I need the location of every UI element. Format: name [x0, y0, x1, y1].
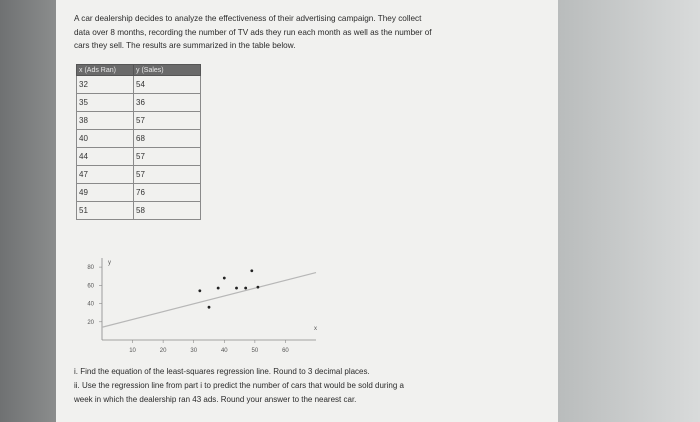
question-line: i. Find the equation of the least-squares regression line. Round to 3 decimal places.: [74, 367, 370, 376]
scatter-plot: [56, 0, 558, 365]
y-tick-label: 20: [87, 319, 94, 326]
y-tick-label: 60: [87, 283, 94, 290]
question-line: ii. Use the regression line from part i to predict the number of cars that would be sold during a: [74, 381, 404, 390]
y-tick-labels: [87, 265, 102, 326]
desk-background-right: [558, 0, 700, 422]
y-tick-label: 40: [87, 301, 94, 308]
cell-x: 44: [77, 148, 134, 166]
data-point: [217, 287, 220, 290]
y-axis-label: y: [108, 260, 111, 266]
question-line: week in which the dealership ran 43 ads. Round your answer to the nearest car.: [74, 395, 357, 404]
cell-y: 57: [134, 148, 201, 166]
cell-y: 57: [134, 166, 201, 184]
regression-line: [102, 273, 316, 328]
intro-line: cars they sell. The results are summarized in the table below.: [74, 41, 296, 50]
worksheet-page: [56, 0, 558, 422]
data-point: [223, 277, 226, 280]
column-header-x: x (Ads Ran): [77, 65, 134, 76]
x-tick-label: 40: [220, 348, 228, 354]
cell-y: 57: [134, 112, 201, 130]
x-tick-label: 30: [190, 348, 198, 354]
x-tick-label: 20: [159, 348, 167, 354]
data-point: [244, 287, 247, 290]
cell-y: 54: [134, 76, 201, 94]
data-point: [257, 286, 260, 289]
cell-y: 76: [134, 184, 201, 202]
column-header-y: y (Sales): [134, 65, 201, 76]
cell-x: 40: [77, 130, 134, 148]
cell-x: 35: [77, 94, 134, 112]
data-point: [208, 306, 211, 309]
cell-y: 36: [134, 94, 201, 112]
data-point: [198, 289, 201, 292]
cell-y: 68: [134, 130, 201, 148]
data-point: [250, 269, 253, 272]
x-axis-label: x: [314, 326, 317, 332]
cell-x: 32: [77, 76, 134, 94]
cell-x: 47: [77, 166, 134, 184]
questions: [74, 365, 544, 407]
x-tick-label: 50: [251, 348, 259, 354]
cell-x: 51: [77, 202, 134, 220]
x-tick-labels: [129, 340, 289, 354]
cell-x: 38: [77, 112, 134, 130]
intro-line: data over 8 months, recording the number of TV ads they run each month as well as the number of: [74, 27, 432, 37]
x-tick-label: 60: [282, 348, 289, 354]
intro-line: A car dealership decides to analyze the effectiveness of their advertising campaign. They collect: [74, 14, 422, 23]
x-tick-label: 10: [129, 348, 136, 354]
desk-background-left: [0, 0, 56, 422]
cell-x: 49: [77, 184, 134, 202]
data-point: [235, 287, 238, 290]
cell-y: 58: [134, 202, 201, 220]
y-tick-label: 80: [87, 265, 94, 272]
plot-axes: [102, 258, 316, 340]
